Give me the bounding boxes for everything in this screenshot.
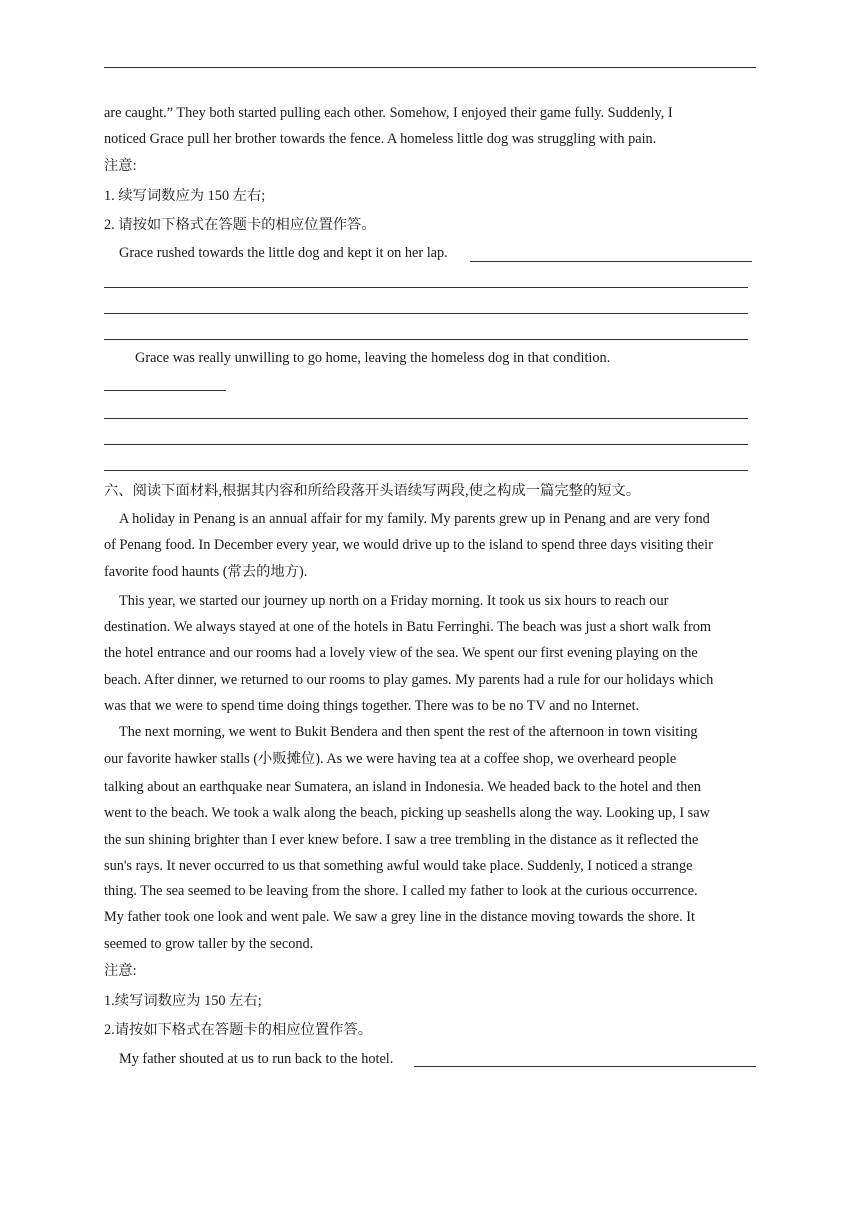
- answer-blank: [104, 390, 226, 391]
- continuation-prompt-1: Grace rushed towards the little dog and kept it on her lap.: [119, 245, 448, 261]
- passage-line: sun's rays. It never occurred to us that something awful would take place. Suddenly, I noticed a strange: [104, 858, 693, 874]
- answer-line: [104, 339, 748, 340]
- note-heading: 注意:: [104, 963, 137, 979]
- passage-line: favorite food haunts (常去的地方).: [104, 564, 308, 580]
- passage-line: destination. We always stayed at one of the hotels in Batu Ferringhi. The beach was just a short walk from: [104, 619, 711, 635]
- answer-blank: [414, 1066, 756, 1067]
- continuation-prompt-3: My father shouted at us to run back to the hotel.: [119, 1051, 394, 1067]
- text-line: are caught.” They both started pulling each other. Somehow, I enjoyed their game fully. Suddenly, I: [104, 105, 673, 121]
- note-item-2: 2.请按如下格式在答题卡的相应位置作答。: [104, 1022, 373, 1038]
- answer-blank: [470, 261, 752, 262]
- passage-line: My father took one look and went pale. We saw a grey line in the distance moving towards the shore. It: [104, 909, 695, 925]
- answer-line: [104, 287, 748, 288]
- passage-line: The next morning, we went to Bukit Bendera and then spent the rest of the afternoon in town visiting: [119, 724, 698, 740]
- answer-line: [104, 470, 748, 471]
- passage-line: of Penang food. In December every year, we would drive up to the island to spend three days visiting their: [104, 537, 713, 553]
- continuation-prompt-2: Grace was really unwilling to go home, leaving the homeless dog in that condition.: [135, 350, 611, 366]
- note-item-1: 1. 续写词数应为 150 左右;: [104, 188, 266, 204]
- passage-line: This year, we started our journey up north on a Friday morning. It took us six hours to reach our: [119, 593, 669, 609]
- answer-line: [104, 313, 748, 314]
- passage-line: went to the beach. We took a walk along the beach, picking up seashells along the way. Looking up, I saw: [104, 805, 710, 821]
- passage-line: our favorite hawker stalls (小贩摊位). As we were having tea at a coffee shop, we overheard people: [104, 751, 677, 767]
- passage-line: the hotel entrance and our rooms had a lovely view of the sea. We spent our first evening playing on the: [104, 645, 698, 661]
- passage-line: the sun shining brighter than I ever knew before. I saw a tree trembling in the distance as it reflected the: [104, 832, 699, 848]
- note-heading: 注意:: [104, 158, 137, 174]
- passage-line: was that we were to spend time doing things together. There was to be no TV and no Internet.: [104, 698, 640, 714]
- passage-line: thing. The sea seemed to be leaving from the shore. I called my father to look at the curious occurrence.: [104, 883, 698, 899]
- note-item-1: 1.续写词数应为 150 左右;: [104, 993, 262, 1009]
- answer-line: [104, 444, 748, 445]
- section-six-instruction: 六、阅读下面材料,根据其内容和所给段落开头语续写两段,使之构成一篇完整的短文。: [104, 483, 641, 499]
- text-line: noticed Grace pull her brother towards the fence. A homeless little dog was struggling with pain.: [104, 131, 657, 147]
- passage-line: beach. After dinner, we returned to our rooms to play games. My parents had a rule for our holidays which: [104, 672, 714, 688]
- answer-line: [104, 418, 748, 419]
- passage-line: seemed to grow taller by the second.: [104, 936, 314, 952]
- passage-line: talking about an earthquake near Sumatera, an island in Indonesia. We headed back to the hotel and then: [104, 779, 701, 795]
- header-rule: [104, 67, 756, 68]
- passage-line: A holiday in Penang is an annual affair for my family. My parents grew up in Penang and are very fond: [119, 511, 710, 527]
- note-item-2: 2. 请按如下格式在答题卡的相应位置作答。: [104, 217, 376, 233]
